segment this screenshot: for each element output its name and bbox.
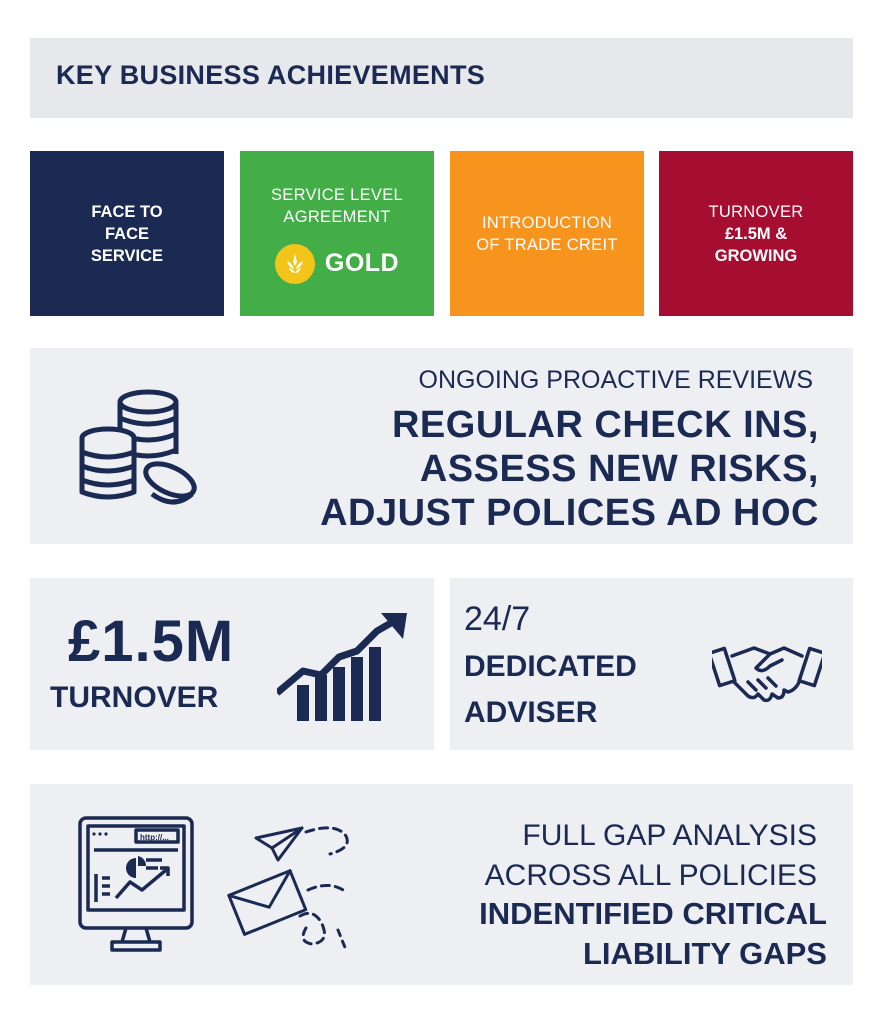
reviews-subtitle: ONGOING PROACTIVE REVIEWS <box>418 366 813 394</box>
tile-face-to-face <box>30 151 224 316</box>
reviews-headline <box>320 403 819 535</box>
growth-chart-icon <box>277 613 412 723</box>
gold-label: GOLD <box>324 249 400 277</box>
turnover-panel <box>30 578 434 750</box>
tile-turn-line2: £1.5M & <box>724 224 788 243</box>
tile-sla-line2: AGREEMENT <box>283 207 391 226</box>
gap-sub-line1: FULL GAP ANALYSIS <box>522 819 817 852</box>
page-title: KEY BUSINESS ACHIEVEMENTS <box>56 60 486 90</box>
reviews-line3: ADJUST POLICES AD HOC <box>320 492 819 534</box>
turnover-amount: £1.5M <box>68 609 235 674</box>
adviser-panel <box>450 578 853 750</box>
tile-trade-line1: INTRODUCTION <box>481 213 613 232</box>
adviser-hours: 24/7 <box>464 600 531 638</box>
tile-trade-credit <box>450 151 644 316</box>
header-bar <box>30 38 853 118</box>
envelope-plane-icon <box>226 820 386 955</box>
tile-turn-line3: GROWING <box>714 246 798 265</box>
reviews-line2: ASSESS NEW RISKS, <box>419 448 819 490</box>
reviews-panel <box>30 348 853 544</box>
tile-face-line2: FACE <box>104 224 149 243</box>
coins-icon <box>78 388 208 508</box>
handshake-icon <box>712 636 822 706</box>
reviews-line1: REGULAR CHECK INS, <box>391 404 819 446</box>
envelope-icon <box>229 871 306 935</box>
monitor-url: http://... <box>140 833 169 842</box>
adviser-line1: DEDICATED <box>464 650 637 683</box>
tile-trade-line2: OF TRADE CREIT <box>476 235 618 254</box>
tile-face-line1: FACE TO <box>91 202 163 221</box>
gap-subtitle <box>485 816 817 896</box>
monitor-analytics-icon <box>76 814 206 954</box>
tile-face-line3: SERVICE <box>90 246 164 265</box>
tile-sla-line1: SERVICE LEVEL <box>271 185 403 204</box>
gold-badge-row <box>275 244 399 284</box>
gap-sub-line2: ACROSS ALL POLICIES <box>484 859 817 892</box>
turnover-label: TURNOVER <box>50 681 219 714</box>
gap-main-line2: LIABILITY GAPS <box>582 936 827 971</box>
gap-analysis-panel <box>30 784 853 985</box>
gap-headline <box>479 894 827 974</box>
adviser-line2: ADVISER <box>464 696 598 729</box>
tile-service-level <box>240 151 434 316</box>
gold-medal-icon <box>275 244 315 284</box>
tile-turn-line1: TURNOVER <box>708 202 804 221</box>
gap-main-line1: INDENTIFIED CRITICAL <box>479 896 827 931</box>
tile-turnover <box>659 151 853 316</box>
